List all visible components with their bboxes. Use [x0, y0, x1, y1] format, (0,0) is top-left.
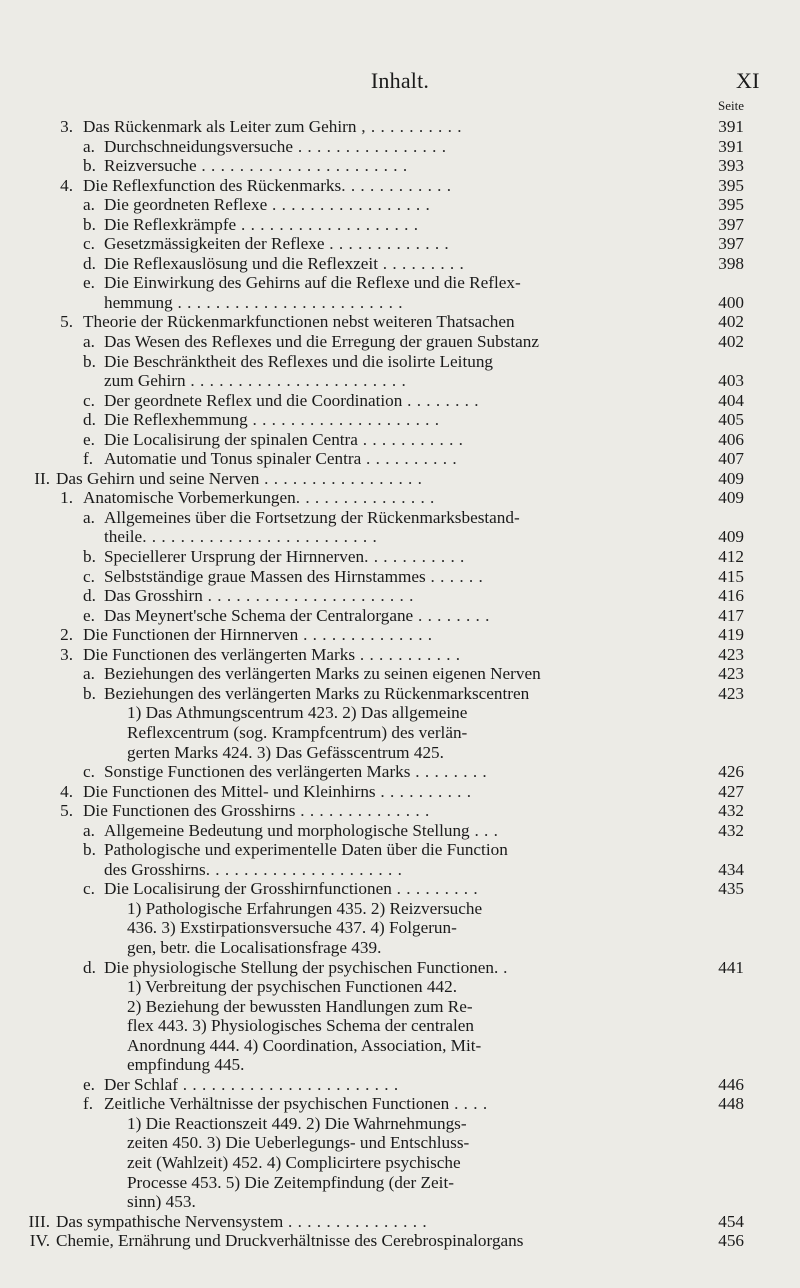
leader-dots: . . . . . . . . . . . . . . . . . . . . . . — [196, 156, 408, 176]
entry-title: Automatie und Tonus spinaler Centra . . . . . . . . . . — [104, 449, 458, 469]
toc-entry — [0, 782, 800, 802]
entry-title: Die Reflexfunction des Rückenmarks. . . . . . . . . . . . — [83, 175, 452, 195]
leader-dots: . . . . . . . . — [402, 390, 480, 410]
leader-dots: . . . — [469, 820, 499, 840]
leader-dots: . . . . . . . . . . . — [364, 547, 465, 567]
entry-page: 434 — [718, 859, 744, 879]
entry-title: Der Schlaf . . . . . . . . . . . . . . . . . . . . . . . — [104, 1074, 399, 1094]
toc-entry — [0, 215, 800, 235]
entry-page: 448 — [718, 1094, 744, 1114]
entry-title: Allgemeines über die Fortsetzung der Rückenmarksbestand- — [104, 507, 520, 527]
entry-title: Das Rückenmark als Leiter zum Gehirn , . . . . . . . . . . — [83, 117, 463, 136]
entry-number: f. — [83, 449, 94, 469]
leader-dots: . . . . . . . . . . . . . . . . . . . . . . . — [177, 1074, 399, 1094]
toc-entry — [0, 488, 800, 508]
toc-entry-continuation — [0, 918, 800, 938]
entry-title: Gesetzmässigkeiten der Reflexe . . . . . . . . . . . . . — [104, 234, 450, 254]
entry-page: 415 — [718, 566, 744, 586]
entry-number: b. — [83, 351, 96, 371]
entry-title: Die physiologische Stellung der psychischen Functionen. . — [104, 957, 508, 977]
entry-title: Die Functionen der Hirnnerven . . . . . . . . . . . . . . — [83, 625, 433, 645]
entry-title: zeit (Wahlzeit) 452. 4) Complicirtere psychische — [127, 1152, 461, 1172]
entry-number: 5. — [60, 312, 73, 332]
toc-entry — [0, 469, 800, 489]
leader-dots: . . . . . . . . . — [391, 879, 479, 899]
entry-page: 400 — [718, 292, 744, 312]
entry-title: theile. . . . . . . . . . . . . . . . . . . . . . . . . — [104, 527, 378, 547]
entry-number: a. — [83, 332, 95, 352]
toc-entry — [0, 879, 800, 899]
toc-entry — [0, 801, 800, 821]
toc-entry — [0, 273, 800, 293]
leader-dots: . . . . . . . . . . . . . . . . — [293, 136, 447, 156]
entry-title: des Grosshirns. . . . . . . . . . . . . . . . . . . . . — [104, 859, 403, 879]
toc-entry — [0, 254, 800, 274]
table-of-contents — [0, 117, 800, 1251]
entry-title: flex 443. 3) Physiologisches Schema der centralen — [127, 1016, 474, 1036]
leader-dots: . . . . . . . . . . . . . — [324, 234, 450, 254]
leader-dots: . . . . . . — [425, 566, 484, 586]
entry-number: b. — [83, 547, 96, 567]
entry-page: 454 — [718, 1211, 744, 1231]
entry-number: II. — [34, 468, 50, 488]
running-head-page-number: XI — [736, 68, 760, 93]
entry-page: 405 — [718, 410, 744, 430]
entry-number: 2. — [60, 625, 73, 645]
entry-title: Sonstige Functionen des verlängerten Marks . . . . . . . . — [104, 762, 488, 782]
toc-entry-continuation — [0, 977, 800, 997]
entry-number: a. — [83, 507, 95, 527]
entry-title: 1) Verbreitung der psychischen Functionen 442. — [127, 977, 457, 997]
entry-page: 412 — [718, 547, 744, 567]
entry-number: c. — [83, 879, 95, 899]
entry-title: 1) Pathologische Erfahrungen 435. 2) Reizversuche — [127, 898, 483, 918]
toc-entry — [0, 664, 800, 684]
entry-title: Anatomische Vorbemerkungen. . . . . . . . . . . . . . . — [83, 488, 435, 508]
entry-number: a. — [83, 136, 95, 156]
entry-page: 398 — [718, 253, 744, 273]
toc-entry-continuation — [0, 899, 800, 919]
entry-number: d. — [83, 957, 96, 977]
entry-page: 391 — [718, 136, 744, 156]
entry-number: a. — [83, 820, 95, 840]
toc-entry — [0, 391, 800, 411]
entry-number: 4. — [60, 175, 73, 195]
leader-dots: . . . . . . . . . . . . . . . . . . . . . . . . — [172, 292, 403, 312]
entry-title: Reflexcentrum (sog. Krampfcentrum) des verlän- — [127, 722, 468, 742]
entry-title: hemmung . . . . . . . . . . . . . . . . . . . . . . . . — [104, 292, 403, 312]
toc-entry-continuation — [0, 997, 800, 1017]
entry-page: 395 — [718, 175, 744, 195]
toc-entry — [0, 547, 800, 567]
entry-title: Die Functionen des Mittel- und Kleinhirns . . . . . . . . . . — [83, 781, 472, 801]
leader-dots: . . . . . . . . . — [377, 253, 465, 273]
entry-page: 456 — [718, 1231, 744, 1251]
toc-entry-continuation — [0, 743, 800, 763]
entry-title: Das Grosshirn . . . . . . . . . . . . . . . . . . . . . . — [104, 586, 414, 606]
toc-entry-continuation — [0, 1133, 800, 1153]
entry-page: 406 — [718, 429, 744, 449]
leader-dots: . . . . . . . . . . . . . . . . . — [259, 468, 423, 488]
entry-number: 4. — [60, 781, 73, 801]
leader-dots: . . . . . . . . . . — [375, 781, 472, 801]
entry-number: b. — [83, 156, 96, 176]
entry-title: gen, betr. die Localisationsfrage 439. — [127, 937, 382, 957]
toc-entry — [0, 312, 800, 332]
entry-number: 5. — [60, 801, 73, 821]
entry-title: Processe 453. 5) Die Zeitempfindung (der Zeit- — [127, 1172, 454, 1192]
entry-title: empfindung 445. — [127, 1055, 245, 1075]
toc-entry — [0, 567, 800, 587]
toc-entry — [0, 1094, 800, 1114]
entry-number: 3. — [60, 644, 73, 664]
entry-title: Beziehungen des verlängerten Marks zu Rückenmarkscentren — [104, 683, 530, 703]
entry-number: e. — [83, 1074, 95, 1094]
leader-dots: . . . . . . . . . . . . . . . . . . . . . . — [202, 586, 414, 606]
entry-title: Die Localisirung der Grosshirnfunctionen . . . . . . . . . — [104, 879, 479, 899]
entry-number: IV. — [29, 1231, 50, 1251]
entry-number: c. — [83, 566, 95, 586]
leader-dots: . . . . . . . . . . . . . . . . . — [267, 195, 431, 215]
leader-dots: . . . . . . . . . . . — [355, 644, 461, 664]
entry-page: 419 — [718, 625, 744, 645]
entry-page: 416 — [718, 586, 744, 606]
entry-number: d. — [83, 586, 96, 606]
entry-number: b. — [83, 840, 96, 860]
entry-page: 423 — [718, 683, 744, 703]
entry-title: 1) Die Reactionszeit 449. 2) Die Wahrnehmungs- — [127, 1113, 467, 1133]
toc-entry-continuation — [0, 293, 800, 313]
toc-entry — [0, 449, 800, 469]
toc-entry-continuation — [0, 371, 800, 391]
entry-title: Speciellerer Ursprung der Hirnnerven. . . . . . . . . . . — [104, 547, 465, 567]
entry-number: 1. — [60, 488, 73, 508]
entry-page: 391 — [718, 117, 744, 136]
toc-entry — [0, 821, 800, 841]
entry-page: 403 — [718, 371, 744, 391]
entry-page: 435 — [718, 879, 744, 899]
entry-page: 409 — [718, 468, 744, 488]
entry-title: Das sympathische Nervensystem . . . . . . . . . . . . . . . — [56, 1211, 428, 1231]
entry-page: 395 — [718, 195, 744, 215]
entry-title: Die Einwirkung des Gehirns auf die Reflexe und die Reflex- — [104, 273, 521, 293]
leader-dots: . . . . . . . . — [410, 762, 488, 782]
toc-entry — [0, 195, 800, 215]
entry-page: 426 — [718, 762, 744, 782]
toc-entry — [0, 840, 800, 860]
entry-number: b. — [83, 214, 96, 234]
toc-entry-continuation — [0, 938, 800, 958]
entry-page: 402 — [718, 332, 744, 352]
entry-title: zeiten 450. 3) Die Ueberlegungs- und Entschluss- — [127, 1133, 470, 1153]
entry-title: Das Gehirn und seine Nerven . . . . . . . . . . . . . . . . . — [56, 468, 423, 488]
toc-entry — [0, 410, 800, 430]
entry-title: Der geordnete Reflex und die Coordination . . . . . . . . — [104, 390, 480, 410]
toc-entry — [0, 645, 800, 665]
toc-entry — [0, 430, 800, 450]
entry-number: c. — [83, 234, 95, 254]
entry-number: f. — [83, 1094, 94, 1114]
entry-page: 446 — [718, 1074, 744, 1094]
entry-title: Anordnung 444. 4) Coordination, Association, Mit- — [127, 1035, 482, 1055]
entry-number: a. — [83, 195, 95, 215]
leader-dots: . . . . . . . . . . . . . . . . . . . . . — [205, 859, 403, 879]
entry-number: a. — [83, 664, 95, 684]
toc-entry — [0, 586, 800, 606]
leader-dots: . . . . . . . . . . . . . . . . . . . — [236, 214, 419, 234]
entry-page: 432 — [718, 801, 744, 821]
entry-page: 393 — [718, 156, 744, 176]
leader-dots: . . . . — [449, 1094, 488, 1114]
entry-page: 409 — [718, 488, 744, 508]
entry-title: gerten Marks 424. 3) Das Gefässcentrum 425. — [127, 742, 444, 762]
entry-title: sinn) 453. — [127, 1192, 196, 1212]
toc-entry-continuation — [0, 527, 800, 547]
entry-title: Die Beschränktheit des Reflexes und die isolirte Leitung — [104, 351, 494, 371]
entry-page: 432 — [718, 820, 744, 840]
toc-entry — [0, 156, 800, 176]
entry-page: 409 — [718, 527, 744, 547]
entry-number: d. — [83, 253, 96, 273]
toc-entry-continuation — [0, 1036, 800, 1056]
toc-entry — [0, 958, 800, 978]
entry-number: III. — [28, 1211, 50, 1231]
toc-entry-continuation — [0, 1055, 800, 1075]
entry-title: Pathologische und experimentelle Daten über die Function — [104, 840, 508, 860]
entry-title: Die Functionen des verlängerten Marks . . . . . . . . . . . — [83, 644, 461, 664]
toc-entry-continuation — [0, 860, 800, 880]
entry-title: Die geordneten Reflexe . . . . . . . . . . . . . . . . . — [104, 195, 431, 215]
entry-title: Theorie der Rückenmarkfunctionen nebst weiteren Thatsachen — [83, 312, 515, 332]
entry-number: c. — [83, 390, 95, 410]
toc-entry — [0, 1075, 800, 1095]
toc-entry — [0, 176, 800, 196]
entry-title: Chemie, Ernährung und Druckverhältnisse des Cerebrospinalorgans — [56, 1231, 524, 1251]
entry-title: 1) Das Athmungscentrum 423. 2) Das allgemeine — [127, 703, 468, 723]
toc-entry-continuation — [0, 1192, 800, 1212]
toc-entry-continuation — [0, 1153, 800, 1173]
leader-dots: . . . . . . . . . . . . — [341, 175, 452, 195]
entry-number: b. — [83, 683, 96, 703]
entry-page: 441 — [718, 957, 744, 977]
leader-dots: . . . . . . . . . . . . . . — [295, 801, 430, 821]
entry-page: 404 — [718, 390, 744, 410]
entry-page: 407 — [718, 449, 744, 469]
leader-dots: . . . . . . . . — [413, 605, 490, 625]
toc-entry-continuation — [0, 703, 800, 723]
leader-dots: . . . . . . . . . . . . . . . . . . . . . . . . . — [142, 527, 378, 547]
entry-title: Die Reflexauslösung und die Reflexzeit . . . . . . . . . — [104, 253, 465, 273]
entry-page: 397 — [718, 234, 744, 254]
entry-title: Reizversuche . . . . . . . . . . . . . . . . . . . . . . — [104, 156, 408, 176]
toc-entry — [0, 332, 800, 352]
entry-title: Beziehungen des verlängerten Marks zu seinen eigenen Nerven — [104, 664, 541, 684]
entry-title: Die Reflexkrämpfe . . . . . . . . . . . . . . . . . . . — [104, 214, 419, 234]
entry-page: 427 — [718, 781, 744, 801]
entry-page: 397 — [718, 214, 744, 234]
entry-title: Die Localisirung der spinalen Centra . . . . . . . . . . . — [104, 429, 464, 449]
leader-dots: . . . . . . . . . . . . . . . . . . . . . . . — [185, 371, 407, 391]
toc-entry — [0, 508, 800, 528]
leader-dots: . . . . . . . . . . . . . . — [298, 625, 433, 645]
entry-title: zum Gehirn . . . . . . . . . . . . . . . . . . . . . . . — [104, 371, 407, 391]
entry-page: 417 — [718, 605, 744, 625]
toc-entry — [0, 137, 800, 157]
entry-title: Selbstständige graue Massen des Hirnstammes . . . . . . — [104, 566, 484, 586]
entry-number: e. — [83, 605, 95, 625]
toc-entry — [0, 625, 800, 645]
entry-title: Zeitliche Verhältnisse der psychischen Functionen . . . . — [104, 1094, 488, 1114]
entry-title: Die Reflexhemmung . . . . . . . . . . . . . . . . . . . . — [104, 410, 440, 430]
toc-entry — [0, 1231, 800, 1251]
leader-dots: . . . . . . . . . . . . . . . — [295, 488, 435, 508]
entry-page: 423 — [718, 664, 744, 684]
toc-entry-continuation — [0, 1016, 800, 1036]
leader-dots: . . . . . . . . . . . — [357, 429, 464, 449]
entry-title: Die Functionen des Grosshirns . . . . . . . . . . . . . . — [83, 801, 430, 821]
toc-entry — [0, 606, 800, 626]
running-head-title: Inhalt. — [370, 68, 430, 93]
entry-number: d. — [83, 410, 96, 430]
entry-title: Das Wesen des Reflexes und die Erregung der grauen Substanz — [104, 332, 540, 352]
entry-title: 436. 3) Exstirpationsversuche 437. 4) Folgerun- — [127, 918, 457, 938]
leader-dots: . . . . . . . . . . — [361, 449, 458, 469]
leader-dots: . . . . . . . . . . . . . . . . . . . . — [247, 410, 440, 430]
toc-entry — [0, 762, 800, 782]
toc-entry — [0, 1212, 800, 1232]
entry-page: 423 — [718, 644, 744, 664]
entry-number: e. — [83, 429, 95, 449]
entry-title: Durchschneidungsversuche . . . . . . . . . . . . . . . . — [104, 136, 447, 156]
toc-entry — [0, 352, 800, 372]
entry-title: 2) Beziehung der bewussten Handlungen zum Re- — [127, 996, 473, 1016]
entry-number: e. — [83, 273, 95, 293]
toc-entry — [0, 234, 800, 254]
entry-number: 3. — [60, 117, 73, 136]
page-column-label: Seite — [718, 98, 744, 113]
entry-page: 402 — [718, 312, 744, 332]
entry-title: Das Meynert'sche Schema der Centralorgane . . . . . . . . — [104, 605, 490, 625]
toc-entry-continuation — [0, 1173, 800, 1193]
toc-entry — [0, 117, 800, 137]
toc-entry-continuation — [0, 1114, 800, 1134]
leader-dots: , . . . . . . . . . . — [356, 117, 463, 136]
toc-entry-continuation — [0, 723, 800, 743]
leader-dots: . — [498, 957, 508, 977]
leader-dots: . . . . . . . . . . . . . . . — [283, 1211, 428, 1231]
entry-number: c. — [83, 762, 95, 782]
toc-entry — [0, 684, 800, 704]
entry-title: Allgemeine Bedeutung und morphologische Stellung . . . — [104, 820, 499, 840]
